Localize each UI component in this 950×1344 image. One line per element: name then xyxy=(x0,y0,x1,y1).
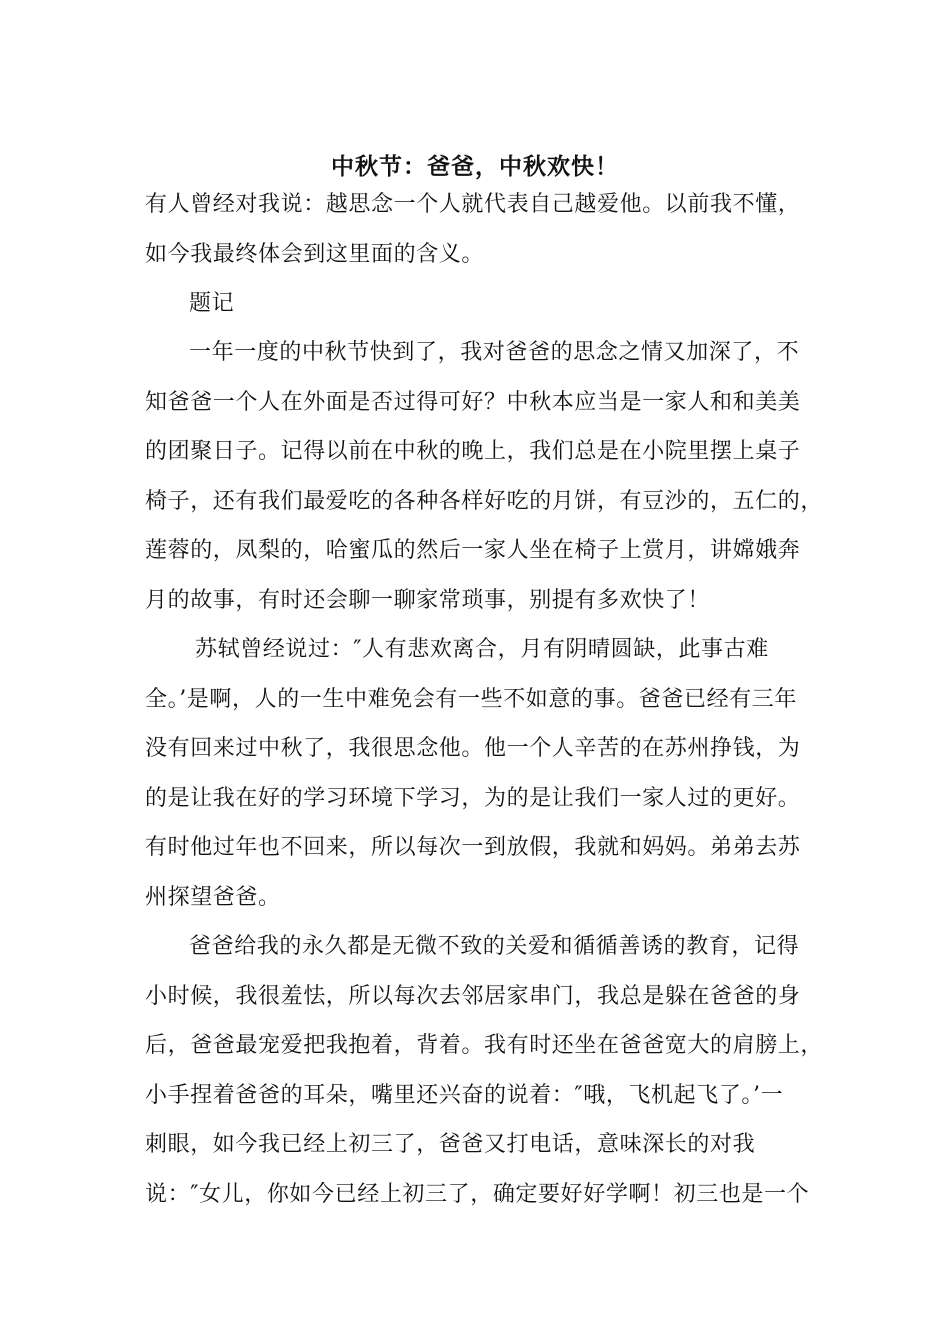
paragraph-1-line-1: 一年一度的中秋节快到了，我对爸爸的思念之情又加深了，不 xyxy=(189,340,800,365)
paragraph-3-line-2: 小时候，我很羞怯，所以每次去邻居家串门，我总是躲在爸爸的身 xyxy=(145,983,801,1009)
paragraph-3-line-6: 说：″女儿，你如今已经上初三了，确定要好好学啊！初三也是一个 xyxy=(145,1181,810,1207)
paragraph-3-line-4: 小手捏着爸爸的耳朵，嘴里还兴奋的说着：″哦，飞机起飞了。’一 xyxy=(145,1082,784,1108)
signature-paragraph xyxy=(145,279,825,329)
intro-paragraph xyxy=(145,180,825,279)
paragraph-1-line-5: 莲蓉的，凤梨的，哈蜜瓜的然后一家人坐在椅子上赏月，讲嫦娥奔 xyxy=(145,538,801,563)
paragraph-2-line-5: 有时他过年也不回来，所以每次一到放假，我就和妈妈。弟弟去苏 xyxy=(145,835,801,860)
paragraph-3-line-1: 爸爸给我的永久都是无微不致的关爱和循循善诱的教育，记得 xyxy=(189,934,800,959)
paragraph-3-line-3: 后，爸爸最宠爱把我抱着，背着。我有时还坐在爸爸宽大的肩膀上， xyxy=(145,1033,824,1058)
signature-text: 题记 xyxy=(189,291,235,316)
intro-line-1: 有人曾经对我说：越思念一个人就代表自己越爱他。以前我不懂， xyxy=(145,192,801,217)
intro-line-2: 如今我最终体会到这里面的含义。 xyxy=(145,241,485,267)
paragraph-1-line-3: 的团聚日子。记得以前在中秋的晚上，我们总是在小院里摆上桌子 xyxy=(145,439,801,464)
paragraph-3 xyxy=(145,922,825,1219)
paragraph-2-line-4: 的是让我在好的学习环境下学习，为的是让我们一家人过的更好。 xyxy=(145,785,801,811)
paragraph-2-line-1: 苏轼曾经说过：″人有悲欢离合，月有阴晴圆缺，此事古难 xyxy=(195,637,769,662)
document-title: 中秋节：爸爸，中秋欢快！ xyxy=(331,153,619,181)
paragraph-1-line-6: 月的故事，有时还会聊一聊家常琐事，别提有多欢快了！ xyxy=(145,587,711,613)
paragraph-3-line-5: 刺眼，如今我已经上初三了，爸爸又打电话，意味深长的对我 xyxy=(145,1132,756,1157)
paragraph-2-line-6: 州探望爸爸。 xyxy=(145,884,281,910)
paragraph-2-line-3: 没有回来过中秋了，我很思念他。他一个人辛苦的在苏州挣钱，为 xyxy=(145,736,801,761)
paragraph-1-line-4: 椅子，还有我们最爱吃的各种各样好吃的月饼，有豆沙的，五仁的， xyxy=(145,488,824,514)
paragraph-2-line-2: 全。’是啊，人的一生中难免会有一些不如意的事。爸爸已经有三年 xyxy=(145,686,797,712)
paragraph-1 xyxy=(145,328,825,625)
paragraph-1-line-2: 知爸爸一个人在外面是否过得可好？中秋本应当是一家人和和美美 xyxy=(145,389,801,415)
paragraph-2 xyxy=(145,625,825,922)
